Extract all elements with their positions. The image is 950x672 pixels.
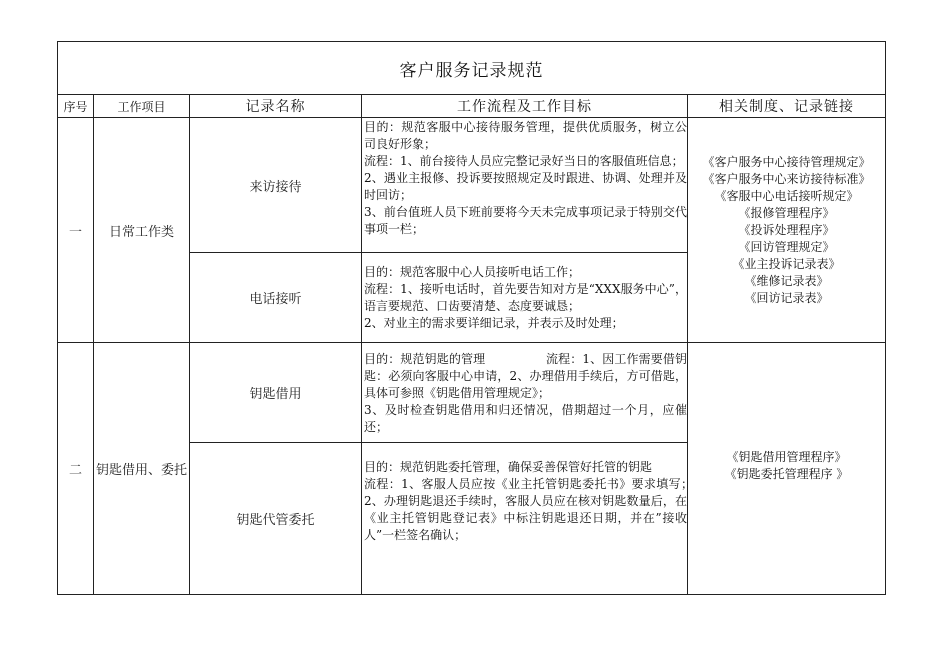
group1-item: 日常工作类 [94, 118, 190, 343]
header-process: 工作流程及工作目标 [362, 95, 688, 118]
process-visit-reception [362, 118, 688, 253]
header-links: 相关制度、记录链接 [688, 95, 886, 118]
process-line: 目的：规范钥匙的管理 流程：1、因工作需要借钥匙：必须向客服中心申请，2、办理借用手续后，方可借匙，具体可参照《钥匙借用管理规定》； [364, 352, 687, 400]
link-doc: 《钥匙借用管理程序》 [726, 449, 847, 464]
record-key-custody: 钥匙代管委托 [190, 443, 362, 595]
process-line: 流程：1、接听电话时，首先要告知对方是“XXX服务中心”，语言要规范、口齿要清楚、态度要诚恳； [364, 281, 687, 313]
process-line: 目的：规范客服中心接待服务管理，提供优质服务，树立公司良好形象； [364, 120, 687, 151]
link-doc: 《客户服务中心接待管理规定》 [702, 154, 871, 169]
header-item: 工作项目 [94, 95, 190, 118]
process-line: 目的：规范客服中心人员接听电话工作； [364, 264, 581, 279]
table-row [58, 118, 886, 253]
group2-serial: 二 [58, 343, 94, 595]
page-title: 客户服务记录规范 [58, 42, 886, 95]
group2-links-top [688, 343, 886, 443]
link-doc: 《客户服务中心来访接待标准》 [702, 171, 871, 186]
record-visit-reception: 来访接待 [190, 118, 362, 253]
service-record-table [57, 41, 886, 595]
group2-item: 钥匙借用、委托 [94, 343, 190, 595]
process-line: 目的：规范钥匙委托管理，确保妥善保管好托管的钥匙 [364, 460, 653, 474]
header-record: 记录名称 [190, 95, 362, 118]
process-key-borrow [362, 343, 688, 443]
link-doc: 《投诉处理程序》 [738, 222, 835, 237]
process-line: 流程：1、前台接待人员应完整记录好当日的客服值班信息； [364, 154, 684, 168]
process-line: 3、前台值班人员下班前要将今天未完成事项记录于特别交代事项一栏； [364, 205, 687, 236]
record-phone-answering: 电话接听 [190, 253, 362, 343]
process-phone-answering [362, 253, 688, 343]
header-serial: 序号 [58, 95, 94, 118]
process-line: 2、对业主的需求要详细记录，并表示及时处理； [364, 315, 624, 330]
link-doc: 《回访管理规定》 [738, 239, 835, 254]
link-doc: 《回访记录表》 [744, 290, 829, 305]
process-line: 2、遇业主报修、投诉要按照规定及时跟进、协调、处理并及时回访； [364, 171, 687, 202]
link-doc: 《客服中心电话接听规定》 [714, 188, 859, 203]
group2-links [688, 443, 886, 595]
process-line: 流程：1、客服人员应按《业主托管钥匙委托书》要求填写； 2、办理钥匙退还手续时，客服人员应在核对钥匙数量后，在《业主托管钥匙登记表》中标注钥匙退还日期，并在”接收人”一栏签名确认； [364, 477, 808, 542]
group1-serial: 一 [58, 118, 94, 343]
link-doc: 《钥匙委托管理程序 》 [724, 466, 849, 481]
link-doc: 《报修管理程序》 [738, 205, 835, 220]
link-doc: 《业主投诉记录表》 [732, 256, 841, 271]
table-row [58, 343, 886, 443]
process-line: 3、及时检查钥匙借用和归还情况，借期超过一个月，应催还； [364, 403, 687, 434]
link-doc: 《维修记录表》 [744, 273, 829, 288]
record-key-borrow: 钥匙借用 [190, 343, 362, 443]
group1-links [688, 118, 886, 343]
